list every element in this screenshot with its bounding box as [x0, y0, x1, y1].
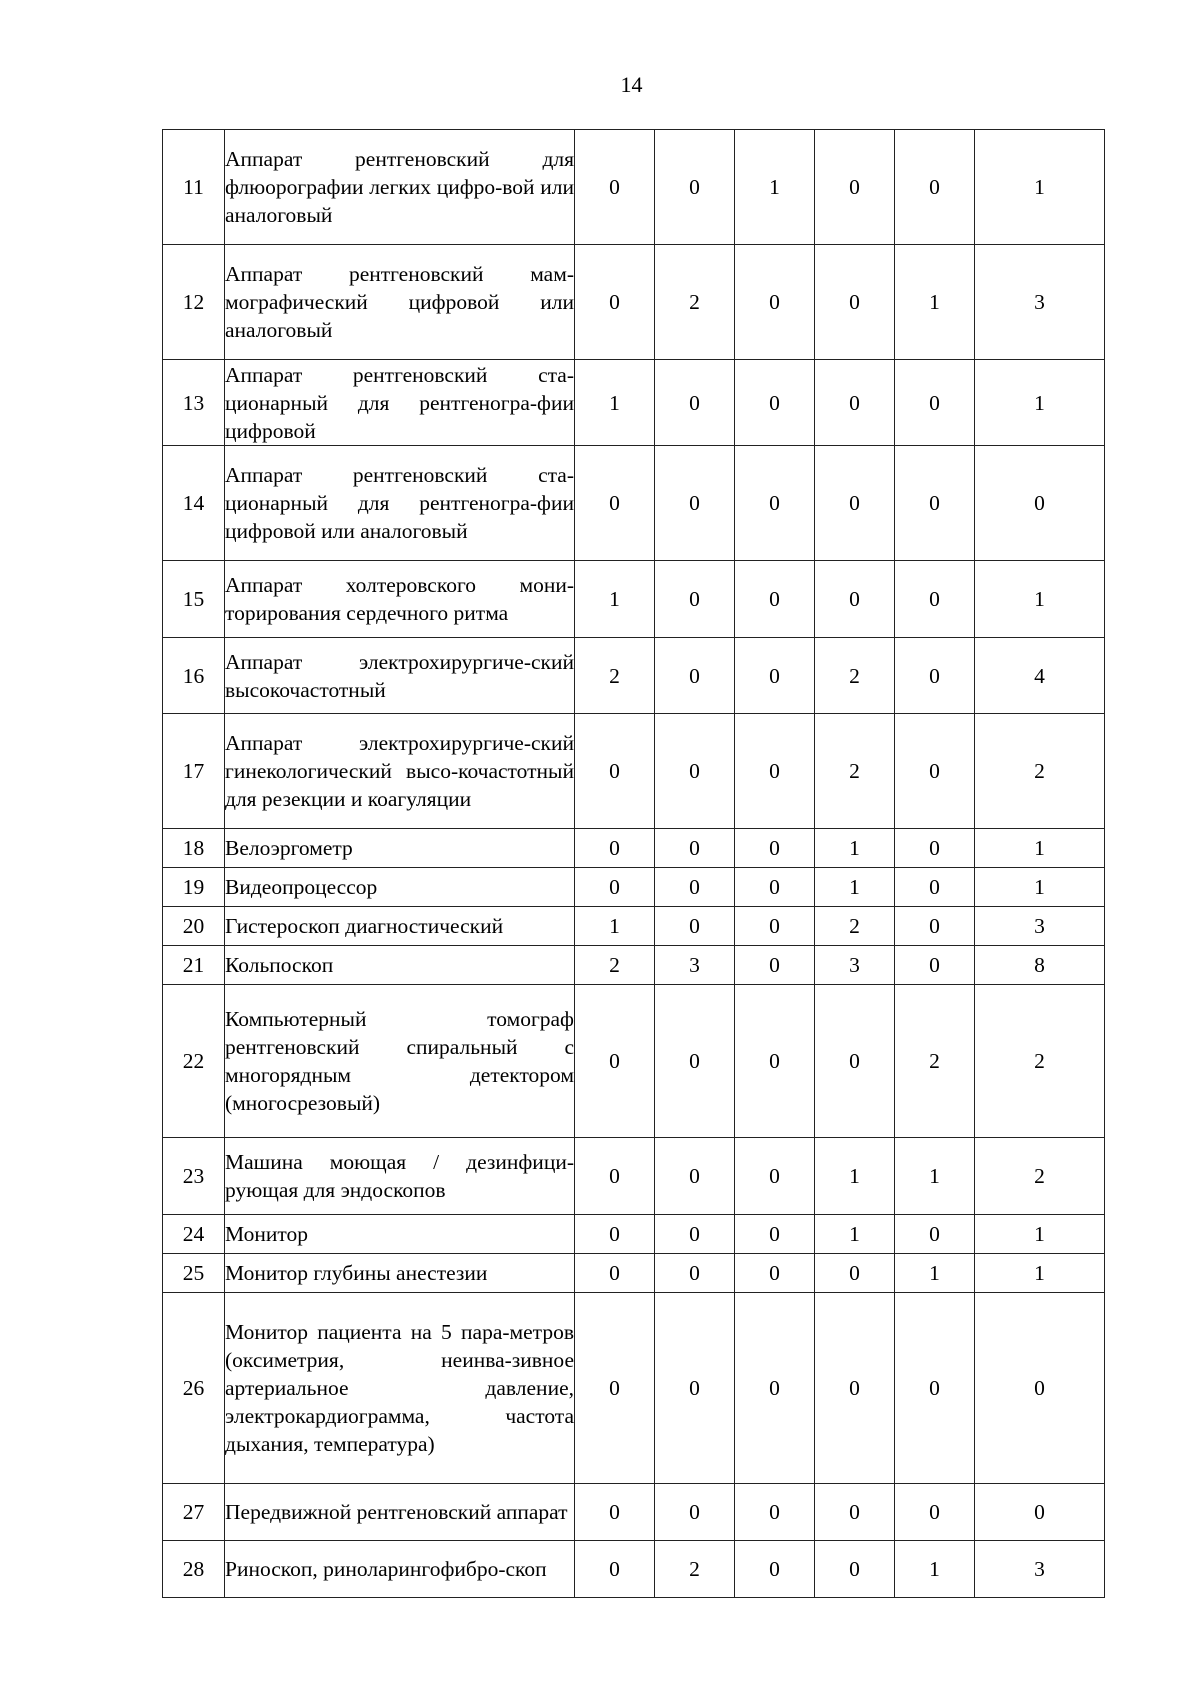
value-cell: 0	[575, 1254, 655, 1293]
row-number: 20	[163, 907, 225, 946]
equipment-name: Монитор глубины анестезии	[225, 1254, 575, 1293]
value-cell: 0	[895, 561, 975, 638]
table-row	[163, 360, 1105, 446]
row-number: 26	[163, 1293, 225, 1484]
table-row	[163, 446, 1105, 561]
value-cell: 0	[655, 1215, 735, 1254]
table-row	[163, 1215, 1105, 1254]
row-number: 23	[163, 1138, 225, 1215]
equipment-name: Велоэргометр	[225, 829, 575, 868]
equipment-name: Аппарат холтеровского мони-торирования сердечного ритма	[225, 561, 575, 638]
value-cell: 1	[895, 1254, 975, 1293]
value-cell: 0	[815, 360, 895, 446]
value-cell: 0	[655, 868, 735, 907]
total-cell: 0	[975, 1293, 1105, 1484]
value-cell: 0	[895, 868, 975, 907]
table-row	[163, 245, 1105, 360]
equipment-name: Компьютерный томограф рентгеновский спиральный с многорядным детектором (многосрезовый)	[225, 985, 575, 1138]
value-cell: 2	[815, 714, 895, 829]
value-cell: 2	[655, 1541, 735, 1598]
value-cell: 0	[735, 561, 815, 638]
value-cell: 0	[895, 360, 975, 446]
row-number: 25	[163, 1254, 225, 1293]
equipment-name: Аппарат электрохирургиче-ский гинекологический высо-кочастотный для резекции и коагуляции	[225, 714, 575, 829]
value-cell: 0	[735, 245, 815, 360]
value-cell: 0	[735, 360, 815, 446]
value-cell: 0	[895, 1293, 975, 1484]
equipment-name: Аппарат рентгеновский для флюорографии легких цифро-вой или аналоговый	[225, 130, 575, 245]
equipment-name: Аппарат рентгеновский ста-ционарный для рентгеногра-фии цифровой	[225, 360, 575, 446]
value-cell: 0	[575, 1138, 655, 1215]
total-cell: 0	[975, 446, 1105, 561]
table-row	[163, 1541, 1105, 1598]
total-cell: 1	[975, 1254, 1105, 1293]
value-cell: 1	[575, 907, 655, 946]
value-cell: 1	[735, 130, 815, 245]
value-cell: 0	[735, 446, 815, 561]
table-row	[163, 561, 1105, 638]
value-cell: 1	[815, 868, 895, 907]
value-cell: 0	[895, 829, 975, 868]
table-row	[163, 130, 1105, 245]
value-cell: 0	[575, 1484, 655, 1541]
value-cell: 0	[735, 946, 815, 985]
value-cell: 0	[655, 1484, 735, 1541]
value-cell: 0	[815, 985, 895, 1138]
table-row	[163, 1138, 1105, 1215]
value-cell: 0	[735, 1138, 815, 1215]
table-row	[163, 946, 1105, 985]
value-cell: 1	[575, 360, 655, 446]
total-cell: 1	[975, 829, 1105, 868]
total-cell: 1	[975, 130, 1105, 245]
value-cell: 0	[735, 907, 815, 946]
equipment-table	[162, 129, 1105, 1598]
row-number: 11	[163, 130, 225, 245]
equipment-name: Риноскоп, риноларингофибро-скоп	[225, 1541, 575, 1598]
value-cell: 0	[735, 714, 815, 829]
value-cell: 2	[655, 245, 735, 360]
value-cell: 0	[735, 1215, 815, 1254]
table-row	[163, 868, 1105, 907]
value-cell: 0	[895, 130, 975, 245]
equipment-name: Видеопроцессор	[225, 868, 575, 907]
value-cell: 0	[735, 985, 815, 1138]
value-cell: 0	[815, 1484, 895, 1541]
value-cell: 1	[895, 1541, 975, 1598]
table-row	[163, 1293, 1105, 1484]
value-cell: 0	[895, 446, 975, 561]
equipment-name: Кольпоскоп	[225, 946, 575, 985]
table-row	[163, 1254, 1105, 1293]
equipment-name: Аппарат рентгеновский ста-ционарный для рентгеногра-фии цифровой или аналоговый	[225, 446, 575, 561]
row-number: 22	[163, 985, 225, 1138]
value-cell: 2	[575, 638, 655, 714]
value-cell: 1	[895, 245, 975, 360]
value-cell: 0	[895, 1215, 975, 1254]
value-cell: 0	[655, 985, 735, 1138]
value-cell: 0	[735, 638, 815, 714]
equipment-name: Машина моющая / дезинфици-рующая для эндоскопов	[225, 1138, 575, 1215]
table-row	[163, 829, 1105, 868]
value-cell: 0	[575, 1293, 655, 1484]
value-cell: 2	[815, 638, 895, 714]
value-cell: 0	[895, 1484, 975, 1541]
value-cell: 0	[815, 1293, 895, 1484]
value-cell: 0	[895, 946, 975, 985]
value-cell: 0	[735, 1254, 815, 1293]
value-cell: 0	[735, 1484, 815, 1541]
row-number: 19	[163, 868, 225, 907]
total-cell: 1	[975, 1215, 1105, 1254]
value-cell: 0	[655, 360, 735, 446]
value-cell: 0	[815, 1254, 895, 1293]
total-cell: 0	[975, 1484, 1105, 1541]
total-cell: 3	[975, 907, 1105, 946]
total-cell: 2	[975, 985, 1105, 1138]
row-number: 24	[163, 1215, 225, 1254]
value-cell: 0	[575, 868, 655, 907]
value-cell: 0	[735, 1541, 815, 1598]
row-number: 18	[163, 829, 225, 868]
value-cell: 0	[575, 829, 655, 868]
equipment-name: Аппарат рентгеновский мам-мографический цифровой или аналоговый	[225, 245, 575, 360]
value-cell: 0	[815, 561, 895, 638]
value-cell: 0	[655, 638, 735, 714]
value-cell: 0	[735, 868, 815, 907]
table-row	[163, 907, 1105, 946]
equipment-name: Аппарат электрохирургиче-ский высокочастотный	[225, 638, 575, 714]
value-cell: 0	[655, 130, 735, 245]
page-number: 14	[620, 72, 643, 97]
table-row	[163, 1484, 1105, 1541]
value-cell: 0	[655, 907, 735, 946]
row-number: 17	[163, 714, 225, 829]
row-number: 14	[163, 446, 225, 561]
value-cell: 3	[815, 946, 895, 985]
equipment-name: Монитор	[225, 1215, 575, 1254]
table-row	[163, 985, 1105, 1138]
total-cell: 1	[975, 360, 1105, 446]
value-cell: 0	[575, 1215, 655, 1254]
value-cell: 0	[815, 245, 895, 360]
row-number: 28	[163, 1541, 225, 1598]
value-cell: 3	[655, 946, 735, 985]
value-cell: 0	[575, 245, 655, 360]
value-cell: 1	[815, 1138, 895, 1215]
value-cell: 0	[655, 829, 735, 868]
value-cell: 0	[895, 714, 975, 829]
value-cell: 1	[815, 1215, 895, 1254]
row-number: 13	[163, 360, 225, 446]
value-cell: 0	[815, 446, 895, 561]
equipment-name: Передвижной рентгеновский аппарат	[225, 1484, 575, 1541]
table-row	[163, 638, 1105, 714]
row-number: 16	[163, 638, 225, 714]
value-cell: 0	[895, 907, 975, 946]
total-cell: 2	[975, 1138, 1105, 1215]
value-cell: 0	[735, 829, 815, 868]
total-cell: 4	[975, 638, 1105, 714]
equipment-table-body	[163, 130, 1105, 1598]
row-number: 27	[163, 1484, 225, 1541]
value-cell: 2	[895, 985, 975, 1138]
total-cell: 2	[975, 714, 1105, 829]
value-cell: 2	[815, 907, 895, 946]
total-cell: 1	[975, 561, 1105, 638]
table-row	[163, 714, 1105, 829]
value-cell: 0	[655, 561, 735, 638]
equipment-name: Гистероскоп диагностический	[225, 907, 575, 946]
value-cell: 0	[655, 446, 735, 561]
row-number: 12	[163, 245, 225, 360]
value-cell: 0	[895, 638, 975, 714]
value-cell: 1	[575, 561, 655, 638]
value-cell: 0	[575, 714, 655, 829]
value-cell: 0	[655, 1138, 735, 1215]
value-cell: 0	[655, 714, 735, 829]
value-cell: 2	[575, 946, 655, 985]
row-number: 21	[163, 946, 225, 985]
value-cell: 1	[815, 829, 895, 868]
total-cell: 8	[975, 946, 1105, 985]
value-cell: 0	[575, 130, 655, 245]
total-cell: 1	[975, 868, 1105, 907]
total-cell: 3	[975, 1541, 1105, 1598]
value-cell: 0	[575, 1541, 655, 1598]
equipment-name: Монитор пациента на 5 пара-метров (оксиметрия, неинва-зивное артериальное давление, электрокардиограмма, частота дыхания, температура)	[225, 1293, 575, 1484]
value-cell: 0	[655, 1254, 735, 1293]
value-cell: 0	[735, 1293, 815, 1484]
row-number: 15	[163, 561, 225, 638]
value-cell: 0	[815, 130, 895, 245]
value-cell: 0	[575, 985, 655, 1138]
value-cell: 1	[895, 1138, 975, 1215]
value-cell: 0	[575, 446, 655, 561]
value-cell: 0	[655, 1293, 735, 1484]
total-cell: 3	[975, 245, 1105, 360]
value-cell: 0	[815, 1541, 895, 1598]
